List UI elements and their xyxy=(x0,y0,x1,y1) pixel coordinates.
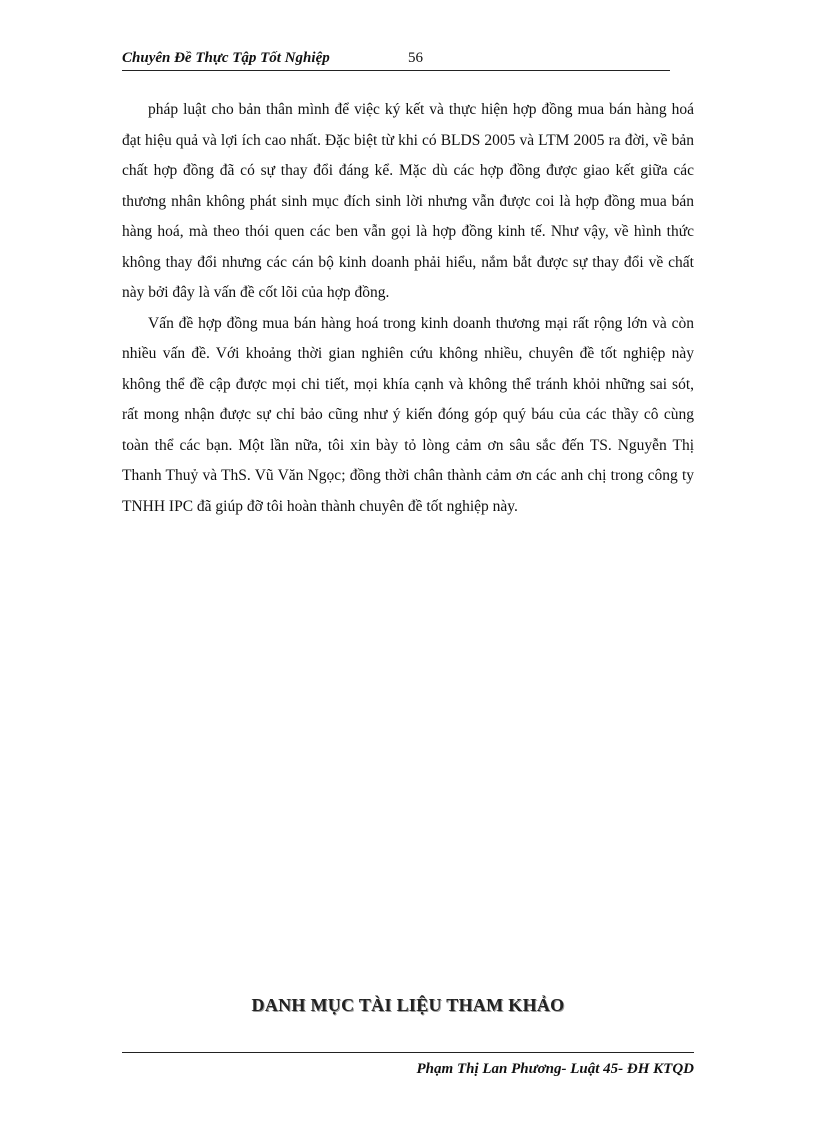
header-title: Chuyên Đề Thực Tập Tốt Nghiệp xyxy=(122,50,330,66)
body-text xyxy=(122,95,694,522)
paragraph: Vấn đề hợp đồng mua bán hàng hoá trong kinh doanh thương mại rất rộng lớn và còn nhiều vấn đề. Với khoảng thời gian nghiên cứu không nhiều, chuyên đề tốt nghiệp này không thể đề cập được mọi chi tiết, mọi khía cạnh và không thể tránh khỏi những sai sót, rất mong nhận được sự chỉ bảo cũng như ý kiến đóng góp quý báu của các thầy cô cùng toàn thể các bạn. Một lần nữa, tôi xin bày tỏ lòng cảm ơn sâu sắc đến TS. Nguyễn Thị Thanh Thuỷ và ThS. Vũ Văn Ngọc; đồng thời chân thành cảm ơn các anh chị trong công ty TNHH IPC đã giúp đỡ tôi hoàn thành chuyên đề tốt nghiệp này. xyxy=(122,314,694,515)
page-header xyxy=(122,48,670,71)
page-footer xyxy=(122,1052,694,1083)
footer-author: Phạm Thị Lan Phương- Luật 45- ĐH KTQD xyxy=(416,1061,694,1077)
paragraph: pháp luật cho bản thân mình để việc ký kết và thực hiện hợp đồng mua bán hàng hoá đạt hiệu quả và lợi ích cao nhất. Đặc biệt từ khi có BLDS 2005 và LTM 2005 ra đời, về bản chất hợp đồng đã có sự thay đổi đáng kể. Mặc dù các hợp đồng được giao kết giữa các thương nhân không phát sinh mục đích sinh lời nhưng vẫn được coi là hợp đồng mua bán hàng hoá, mà theo thói quen các ben vẫn gọi là hợp đồng kinh tế. Như vậy, về hình thức không thay đổi nhưng các cán bộ kinh doanh phải hiểu, nắm bắt được sự thay đổi về chất này bởi đây là vấn đề cốt lõi của hợp đồng. xyxy=(122,101,694,301)
page-number: 56 xyxy=(408,50,423,66)
references-heading: DANH MỤC TÀI LIỆU THAM KHẢO xyxy=(251,995,565,1015)
